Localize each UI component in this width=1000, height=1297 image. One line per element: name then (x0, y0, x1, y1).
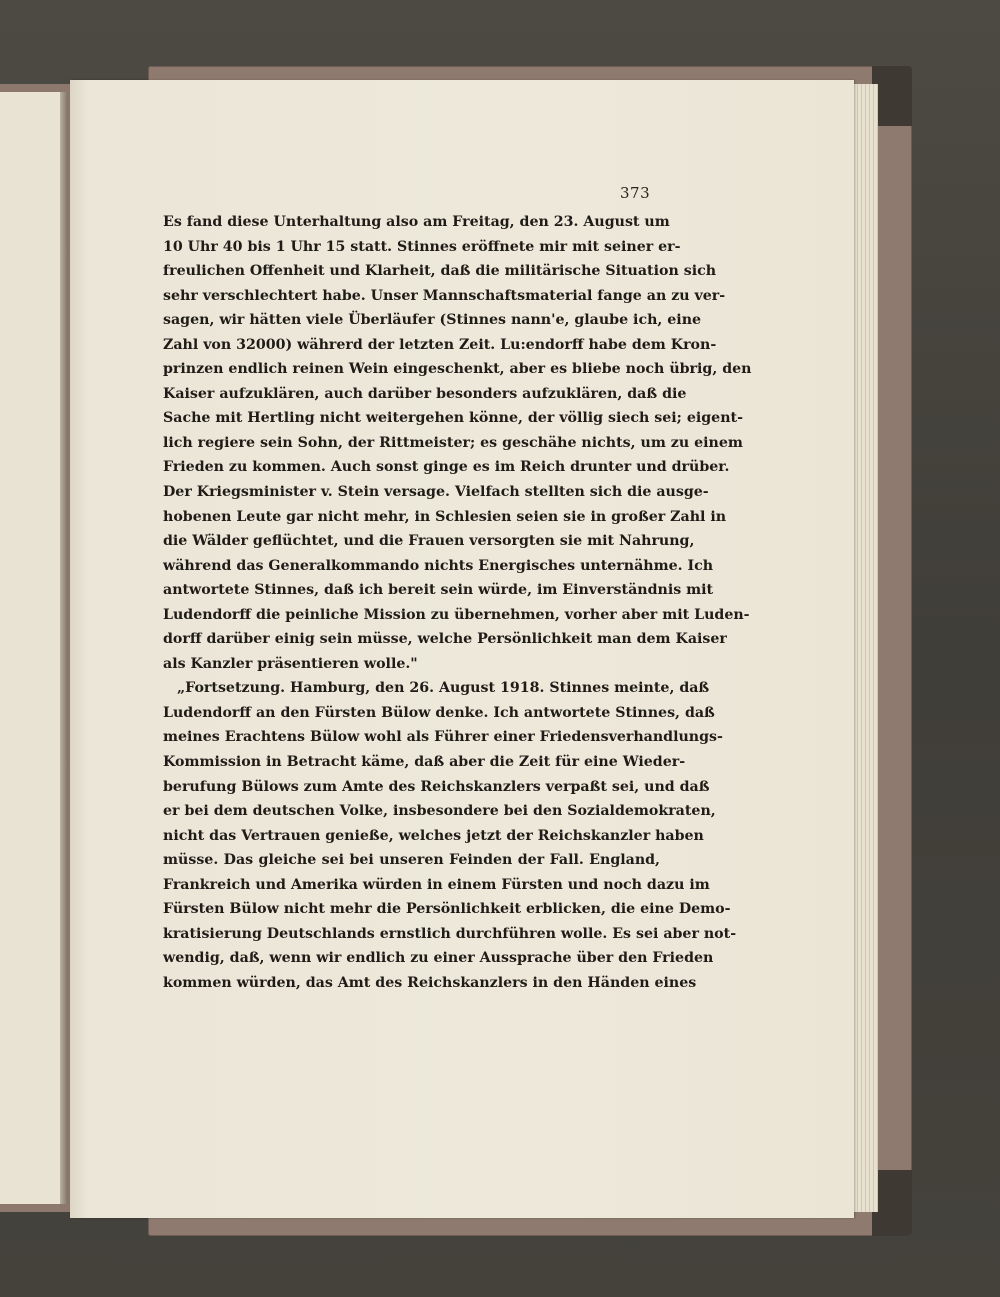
text-line: Der Kriegsminister v. Stein versage. Vielfach stellten sich die ausge- (163, 484, 709, 501)
text-line: Ludendorff die peinliche Mission zu übernehmen, vorher aber mit Luden- (163, 606, 750, 623)
text-line: 10 Uhr 40 bis 1 Uhr 15 statt. Stinnes eröffnete mir mit seiner er- (163, 238, 681, 255)
text-line: „Fortsetzung. Hamburg, den 26. August 1918. Stinnes meinte, daß (177, 680, 710, 697)
text-line: Es fand diese Unterhaltung also am Freitag, den 23. August um (163, 214, 670, 230)
text-line: kommen würden, das Amt des Reichskanzlers in den Händen eines (163, 974, 697, 991)
cover-corner-bottom (872, 1170, 912, 1236)
text-line: freulichen Offenheit und Klarheit, daß die militärische Situation sich (163, 263, 717, 280)
text-line: Zahl von 32000) währerd der letzten Zeit. Lu:endorff habe dem Kron- (163, 336, 717, 353)
text-line: sagen, wir hätten viele Überläufer (Stinnes nann'e, glaube ich, eine (163, 312, 702, 329)
text-line: Sache mit Hertling nicht weitergehen könne, der völlig siech sei; eigent- (163, 410, 743, 427)
text-line: nicht das Vertrauen genieße, welches jetzt der Reichskanzler haben (163, 827, 704, 844)
text-line: die Wälder geflüchtet, und die Frauen versorgten sie mit Nahrung, (163, 533, 695, 550)
page-number: 373 (620, 184, 651, 202)
text-line: prinzen endlich reinen Wein eingeschenkt, aber es bliebe noch übrig, den (163, 361, 752, 378)
text-line: als Kanzler präsentieren wolle." (163, 655, 418, 672)
left-page (0, 92, 60, 1204)
text-line: Kommission in Betracht käme, daß aber die Zeit für eine Wieder- (163, 754, 686, 771)
text-line: Frankreich und Amerika würden in einem Fürsten und noch dazu im (163, 876, 710, 893)
text-line: hobenen Leute gar nicht mehr, in Schlesien seien sie in großer Zahl in (163, 508, 727, 525)
text-line: müsse. Das gleiche sei bei unseren Feinden der Fall. England, (163, 852, 660, 869)
cover-corner-top (872, 66, 912, 126)
text-line: Frieden zu kommen. Auch sonst ginge es im Reich drunter und drüber. (163, 459, 730, 476)
text-line: Fürsten Bülow nicht mehr die Persönlichkeit erblicken, die eine Demo- (163, 901, 731, 918)
text-line: Kaiser aufzuklären, auch darüber besonders aufzuklären, daß die (163, 385, 687, 402)
text-line: Ludendorff an den Fürsten Bülow denke. Ich antwortete Stinnes, daß (163, 704, 715, 721)
book-gutter (60, 92, 68, 1204)
text-line: während das Generalkommando nichts Energisches unternähme. Ich (163, 557, 714, 574)
text-line: dorff darüber einig sein müsse, welche Persönlichkeit man dem Kaiser (163, 631, 727, 648)
text-line: meines Erachtens Bülow wohl als Führer einer Friedensverhandlungs- (163, 729, 723, 746)
text-line: antwortete Stinnes, daß ich bereit sein würde, im Einverständnis mit (163, 582, 714, 599)
text-line: lich regiere sein Sohn, der Rittmeister; es geschähe nichts, um zu einem (163, 434, 743, 451)
body-text (163, 210, 752, 996)
text-line: er bei dem deutschen Volke, insbesondere bei den Sozialdemokraten, (163, 803, 716, 820)
text-line: berufung Bülows zum Amte des Reichskanzlers verpaßt sei, und daß (163, 778, 710, 795)
text-line: sehr verschlechtert habe. Unser Mannschaftsmaterial fange an zu ver- (163, 287, 726, 304)
text-line: kratisierung Deutschlands ernstlich durchführen wolle. Es sei aber not- (163, 925, 737, 942)
text-line: wendig, daß, wenn wir endlich zu einer Aussprache über den Frieden (163, 950, 714, 967)
